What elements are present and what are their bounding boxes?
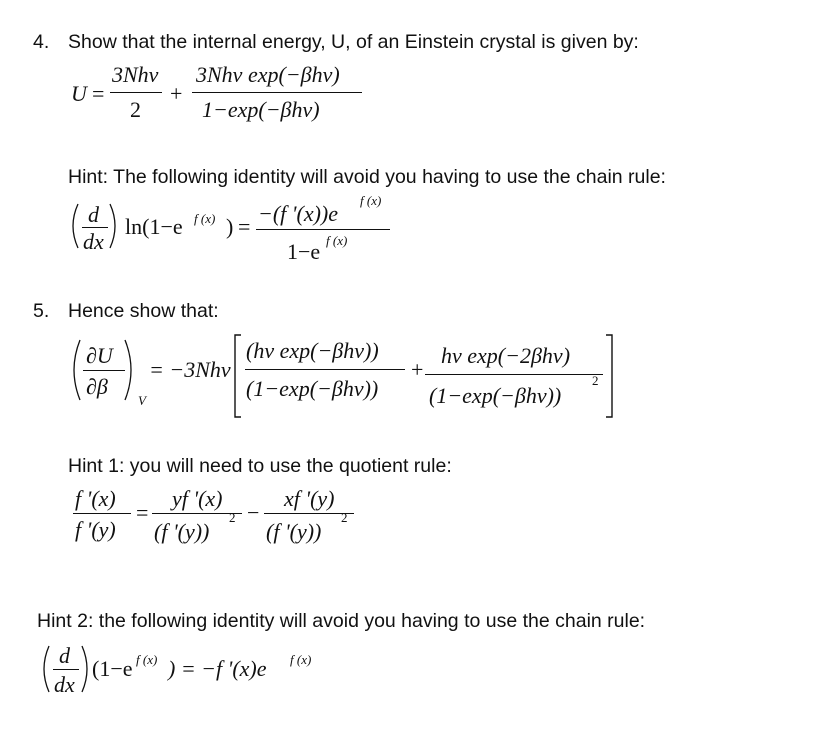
q5-number: 5. [33,300,50,322]
q4-hint-right-paren [108,203,120,249]
q5-hint2-left-paren [39,645,51,693]
q5-eq-left-paren [68,339,82,401]
q5-eq-term1-fraction-bar [245,369,405,370]
q4-eq-term1-numerator: 3Nhν [112,62,159,87]
q5-hint2-d: d [59,643,70,668]
q4-hint-numerator-superscript: f (x) [360,193,382,208]
q5-hint2-d-fraction-bar [53,669,79,670]
q4-eq-term2-fraction-bar [192,92,362,93]
q5-hint2-rest-superscript: f (x) [290,652,312,667]
q4-hint-d: d [88,202,99,227]
q4-hint-fraction-bar [256,229,390,230]
q5-hint1-lhs-numerator: f '(x) [75,486,116,511]
q4-hint-denominator-superscript: f (x) [326,233,348,248]
q4-hint-ln: ln(1−e [125,214,183,239]
q5-hint2: Hint 2: the following identity will avoid you having to use the chain rule: [37,610,646,632]
q4-eq-term2-numerator: 3Nhν exp(−βhν) [196,62,340,87]
q5-hint1-term2-denominator: (f '(y)) [266,519,322,544]
q4-eq-term1-fraction-bar [110,92,162,93]
q5-hint1-term1-square: 2 [229,510,236,525]
q5-hint2-right-paren [80,645,92,693]
q5-hint1-minus: − [247,500,260,525]
q4-hint-equals: = [238,214,251,239]
q5-hint1-term1-denominator: (f '(y)) [154,519,210,544]
q4-hint-denominator: 1−e [287,239,321,264]
q5-eq-subscript-v: V [138,393,146,408]
q5-hint2-body-superscript: f (x) [136,652,158,667]
q5-hint2-dx: dx [54,672,75,697]
q4-hint-left-paren [68,203,80,249]
q4-hint: Hint: The following identity will avoid you having to use the chain rule: [68,166,666,188]
q4-eq-plus: + [170,81,183,106]
q5-hint2-rest: ) = −f '(x)e [168,656,267,681]
q5-eq-left-bracket [233,334,243,418]
q5-eq-term2-denominator: (1−exp(−βhν)) [429,383,562,408]
q5-eq-term1-numerator: (hν exp(−βhν)) [246,338,379,363]
q5-eq-rhs-prefix: = −3Nhν [149,357,231,382]
q5-eq-right-paren [123,339,137,401]
q4-eq-equals: = [92,81,105,106]
q5-hint1-term1-numerator: yf '(x) [172,486,223,511]
q5-hint1-term2-numerator: xf '(y) [284,486,335,511]
q5-hint1-equals: = [136,500,149,525]
q5-eq-right-bracket [604,334,614,418]
q5-hint1-lhs-fraction-bar [73,513,131,514]
q4-eq-term2-denominator: 1−exp(−βhν) [202,97,320,122]
q4-hint-numerator: −(f '(x))e [258,201,338,226]
q4-number: 4. [33,31,50,53]
q5-hint1-term2-square: 2 [341,510,348,525]
q5-eq-plus: + [411,357,424,382]
q4-eq-term1-denominator: 2 [130,97,141,122]
q5-eq-term1-denominator: (1−exp(−βhν)) [246,376,379,401]
q4-prompt: Show that the internal energy, U, of an Einstein crystal is given by: [68,31,639,53]
q5-eq-partial-beta: ∂β [86,374,108,399]
q4-hint-ln-close: ) [226,214,234,239]
q4-hint-ln-superscript: f (x) [194,211,216,226]
q5-hint1: Hint 1: you will need to use the quotient rule: [68,455,452,477]
q5-hint2-body: (1−e [92,656,133,681]
q4-eq-lhs: U [71,81,87,106]
q5-eq-partial-u: ∂U [86,343,113,368]
q5-eq-partial-fraction-bar [83,370,125,371]
q5-eq-term2-numerator: hν exp(−2βhν) [441,343,571,368]
q5-eq-term2-fraction-bar [425,374,603,375]
q5-eq-term2-square: 2 [592,373,599,388]
q4-hint-dx: dx [83,229,104,254]
q5-hint1-lhs-denominator: f '(y) [75,517,116,542]
q5-prompt: Hence show that: [68,300,219,322]
